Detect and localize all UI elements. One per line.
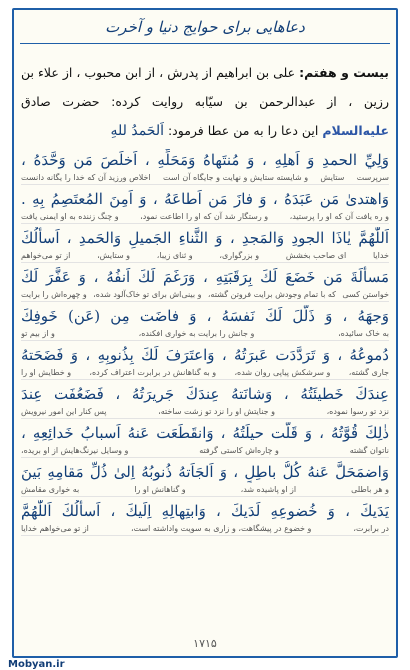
translation-row [21, 249, 389, 263]
arabic-text: مَسأَلَةَ مَن خَضَعَ لَكَ بِرَقَبَتِهِ ، وَرَغَمَ لَكَ اَنفُهُ ، وَ عَفَّرَ لَكَ [21, 268, 389, 286]
translation-segment: پس کنار این امور نیرویش [21, 407, 107, 416]
translation-segment: خدایا [372, 251, 389, 260]
translation-segment: و هر باطلی [351, 485, 389, 494]
translation-row [21, 366, 389, 380]
intro-paragraph [21, 58, 389, 145]
translation-segment: و شایسته ستایش و نهایت و جایگاه آن است [163, 173, 309, 182]
arabic-text: عِندَكَ خَطيئَتُهُ ، وَشانَتهُ عِندَكَ جَريرَتُهُ ، فَضَعُفَت عِندَ [21, 385, 389, 403]
translation-segment: ستایش [320, 173, 345, 182]
translation-segment: نزد تو رسوا نموده، [326, 407, 389, 416]
intro-lead: بیست و هفتم: [299, 65, 389, 80]
arabic-text: ذٰلِكَ قُوَّتُهُ ، وَ قَلَّت حيلَتُهُ ، وَانقَطَعَت عَنهُ اَسبابُ خَدائِعِهِ ، [21, 424, 389, 442]
translation-segment: و جانش را برایت به خواری افکنده، [138, 329, 255, 338]
prayer-line [21, 383, 389, 419]
translation-segment: و بزرگواری، [219, 251, 260, 260]
translation-segment: ای صاحب بخشش [285, 251, 347, 260]
translation-segment: و چنگ زننده به او ایمنی یافت [21, 212, 119, 221]
translation-segment: به خاک سائیده، [338, 329, 389, 338]
translation-row [21, 171, 389, 185]
translation-segment: و ستایش، [97, 251, 131, 260]
arabic-start: اَلحَمدُ للهِ [110, 123, 164, 139]
translation-segment: و از بیم تو [21, 329, 55, 338]
translation-segment: و چهره‌اش را برایت [21, 290, 87, 299]
arabic-text: وَاهتدىٰ مَن عَبَدَهُ ، وَ فازَ مَن اَطاعَهُ ، وَ اَمِنَ المُعتَصِمُ بِهِ . [21, 190, 389, 208]
translation-segment: از تو می‌خواهم [21, 251, 71, 260]
translation-segment: و ثنای زیبا، [156, 251, 193, 260]
prayer-line [21, 149, 389, 185]
translation-segment: و جنایتش او را نزد تو زشت ساخته، [158, 407, 275, 416]
page-title: دعاهایی برای حوایج دنیا و آخرت [105, 18, 305, 36]
translation-segment: و رستگار شد آن که او را اطاعت نمود، [140, 212, 269, 221]
translation-segment: که با تمام وجودش برایت فروتن گشته، [207, 290, 336, 299]
translation-segment: و چاره‌اش کاستی گرفته [199, 446, 279, 455]
page-header [14, 10, 396, 44]
arabic-text: وَاضمَحَلَّ عَنهُ كُلُّ باطِلٍ ، وَ اَلجَاَتهُ ذُنوبُهُ اِلىٰ ذُلِّ مَقامِهِ بَينَ [21, 463, 389, 481]
translation-segment: اخلاص ورزید آن که خدا را یگانه دانست [21, 173, 151, 182]
header-rule [20, 43, 390, 44]
translation-segment: و خضوع در پیشگاهت، و زاری به سویت واداشته است، [130, 524, 312, 533]
translation-row [21, 288, 389, 302]
arabic-text: دُموعُهُ ، وَ تَرَدَّدَت عَبرَتُهُ ، وَاعتَرَفَ لَكَ بِذُنوبِهِ ، وَ فَضَحَتهُ [21, 346, 389, 364]
translation-segment: و وسایل نیرنگ‌هایش از او بریده، [21, 446, 129, 455]
translation-segment: جاری گشته، [348, 368, 389, 377]
translation-segment: در برابرت، [353, 524, 389, 533]
translation-segment: سرپرست [356, 173, 389, 182]
translation-segment: و بینی‌اش برای تو خاک‌آلود شده، [93, 290, 202, 299]
prayer-line [21, 461, 389, 497]
prayer-line [21, 188, 389, 224]
translation-segment: و خطایش او را [21, 368, 72, 377]
translation-row [21, 210, 389, 224]
translation-row [21, 444, 389, 458]
translation-segment: و ره یافت آن که او را پرستید، [289, 212, 389, 221]
page-number: ۱۷۱۵ [193, 637, 217, 650]
translation-row [21, 405, 389, 419]
translation-row [21, 327, 389, 341]
prayer-line [21, 305, 389, 341]
arabic-text: يَدَيكَ ، وَ خُضوعِهِ لَدَيكَ ، وَابتِهالِهِ اِلَيكَ ، اَسأَلُكَ اَللّٰهُمَّ [21, 502, 389, 520]
arabic-text: وَلِيِّ الحمدِ وَ اَهلِهِ ، وَ مُنتَهاهُ وَمَحَلِّهِ ، اَخلَصَ مَن وَحَّدَهُ ، [21, 151, 389, 169]
translation-segment: از او پاشیده شد، [240, 485, 297, 494]
prayer-line [21, 227, 389, 263]
translation-segment: و به گناهانش در برابرت اعتراف کرده، [89, 368, 217, 377]
translation-segment: به خواری مقامش [21, 485, 80, 494]
arabic-text: اَللّٰهُمَّ يٰاذَا الجودِ وَالمَجدِ ، وَ الثَّناءِ الجَميلِ وَالحَمدِ ، اَسأَلُكَ [21, 229, 389, 247]
intro-text: علی بن ابراهیم از پدرش ، از ابن محبوب ، از علاء بن رزین ، از عبدالرحمن بن سیّابه روایت کرده: حضرت صادق [21, 65, 389, 109]
prayer-line [21, 500, 389, 536]
translation-segment: خواستن کسی [342, 290, 389, 299]
page-frame [12, 8, 398, 658]
translation-row [21, 522, 389, 536]
prayer-line [21, 266, 389, 302]
translation-segment: و سرشکش پیاپی روان شده، [234, 368, 331, 377]
translation-segment: ناتوان گشته [349, 446, 389, 455]
prayer-lines [21, 149, 389, 536]
intro-text-2: این دعا را به من عطا فرمود: [163, 123, 323, 138]
page-content [21, 58, 389, 539]
arabic-text: وَجهَهُ ، وَ ذَلَّلَ لَكَ نَفسَهُ ، وَ فاضَت مِن (عَن) خَوفِكَ [21, 307, 389, 325]
site-watermark: Mobyan.ir [8, 659, 65, 670]
salutation-mark: علیه‌السلام [322, 123, 389, 138]
prayer-line [21, 422, 389, 458]
translation-segment: از تو می‌خواهم خدایا [21, 524, 89, 533]
translation-row [21, 483, 389, 497]
prayer-line [21, 344, 389, 380]
translation-segment: و گناهانش او را [134, 485, 186, 494]
